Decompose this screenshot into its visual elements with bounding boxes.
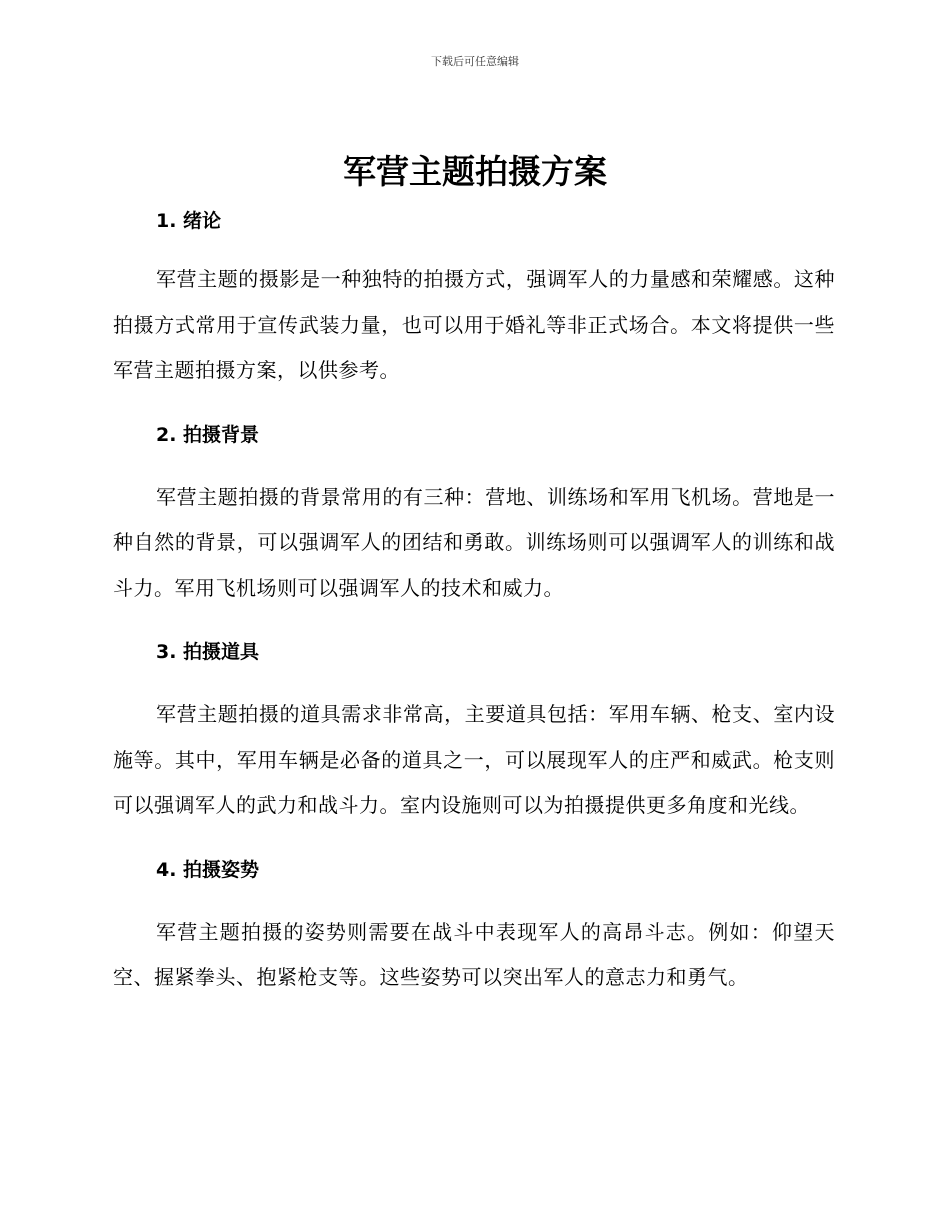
section-body-poses: 军营主题拍摄的姿势则需要在战斗中表现军人的高昂斗志。例如：仰望天空、握紧拳头、抱紧枪支等。这些姿势可以突出军人的意志力和勇气。 <box>113 919 835 989</box>
running-header: 下载后可任意编辑 <box>431 55 519 68</box>
section-heading-props: 3. 拍摄道具 <box>156 641 260 663</box>
section-heading-introduction: 1. 绪论 <box>156 210 222 232</box>
section-body-props: 军营主题拍摄的道具需求非常高，主要道具包括：军用车辆、枪支、室内设施等。其中，军用车辆是必备的道具之一，可以展现军人的庄严和威武。枪支则可以强调军人的武力和战斗力。室内设施则可以为拍摄提供更多角度和光线。 <box>113 702 835 817</box>
section-heading-background: 2. 拍摄背景 <box>156 423 260 446</box>
section-heading-poses: 4. 拍摄姿势 <box>156 858 260 881</box>
section-body-introduction: 军营主题的摄影是一种独特的拍摄方式，强调军人的力量感和荣耀感。这种拍摄方式常用于宣传武装力量，也可以用于婚礼等非正式场合。本文将提供一些军营主题拍摄方案，以供参考。 <box>113 267 835 382</box>
section-body-background: 军营主题拍摄的背景常用的有三种：营地、训练场和军用飞机场。营地是一种自然的背景，可以强调军人的团结和勇敢。训练场则可以强调军人的训练和战斗力。军用飞机场则可以强调军人的技术和威力。 <box>113 484 835 600</box>
document-title: 军营主题拍摄方案 <box>343 152 607 191</box>
document-content <box>113 201 835 1001</box>
